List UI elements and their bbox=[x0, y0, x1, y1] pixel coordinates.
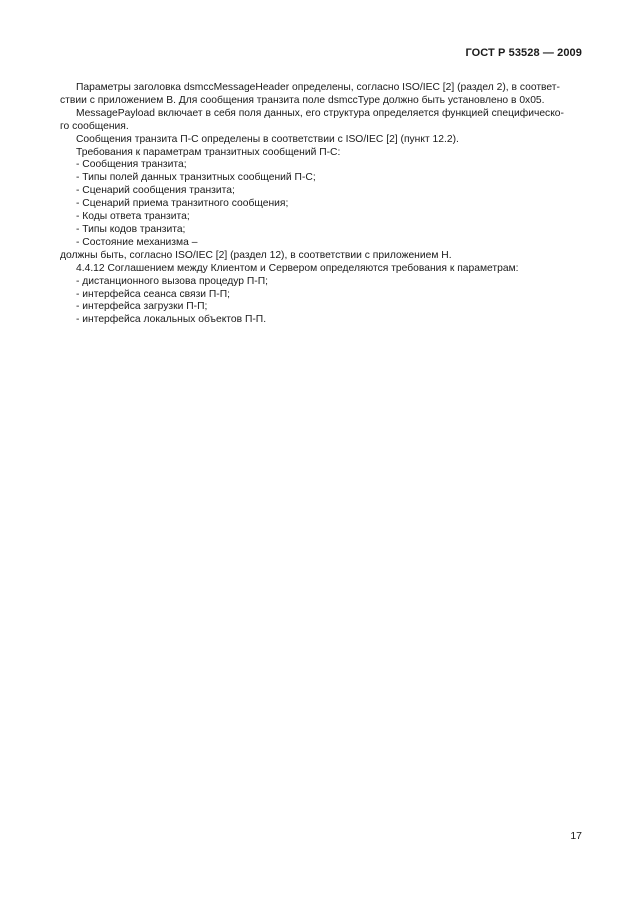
list-item: - Типы полей данных транзитных сообщений П-С; bbox=[76, 172, 316, 184]
list-item: - Сообщения транзита; bbox=[76, 159, 187, 171]
text-line: должны быть, согласно ISO/IEC [2] (раздел 12), в соответствии с приложением Н. bbox=[60, 249, 452, 261]
text-line: Сообщения транзита П-С определены в соответствии с ISO/IEC [2] (пункт 12.2). bbox=[76, 133, 459, 145]
text-line: го сообщения. bbox=[60, 120, 129, 132]
text-line: Требования к параметрам транзитных сообщений П-С: bbox=[76, 146, 341, 158]
list-item: - Состояние механизма – bbox=[76, 236, 198, 248]
list-item: - интерфейса сеанса связи П-П; bbox=[76, 288, 230, 300]
list-item: - Сценарий приема транзитного сообщения; bbox=[76, 198, 289, 210]
list-item: - интерфейса локальных объектов П-П. bbox=[76, 314, 267, 326]
section-heading-line: 4.4.12 Соглашением между Клиентом и Сервером определяются требования к параметрам: bbox=[76, 262, 519, 274]
body-text bbox=[60, 82, 583, 327]
list-item: - Коды ответа транзита; bbox=[76, 211, 190, 223]
list-item: - интерфейса загрузки П-П; bbox=[76, 301, 208, 313]
list-item: - Типы кодов транзита; bbox=[76, 223, 186, 235]
standard-designation: ГОСТ Р 53528 — 2009 bbox=[465, 47, 582, 59]
text-line: Параметры заголовка dsmccMessageHeader определены, согласно ISO/IEC [2] (раздел 2), в соответ- bbox=[76, 82, 560, 93]
text-line: MessagePayload включает в себя поля данных, его структура определяется функцией специфическо- bbox=[76, 107, 564, 119]
list-item: - дистанционного вызова процедур П-П; bbox=[76, 275, 268, 287]
page-number: 17 bbox=[570, 830, 582, 842]
list-item: - Сценарий сообщения транзита; bbox=[76, 185, 235, 197]
text-line: ствии с приложением В. Для сообщения транзита поле dsmccType должно быть установлено в 0x05. bbox=[60, 94, 545, 106]
